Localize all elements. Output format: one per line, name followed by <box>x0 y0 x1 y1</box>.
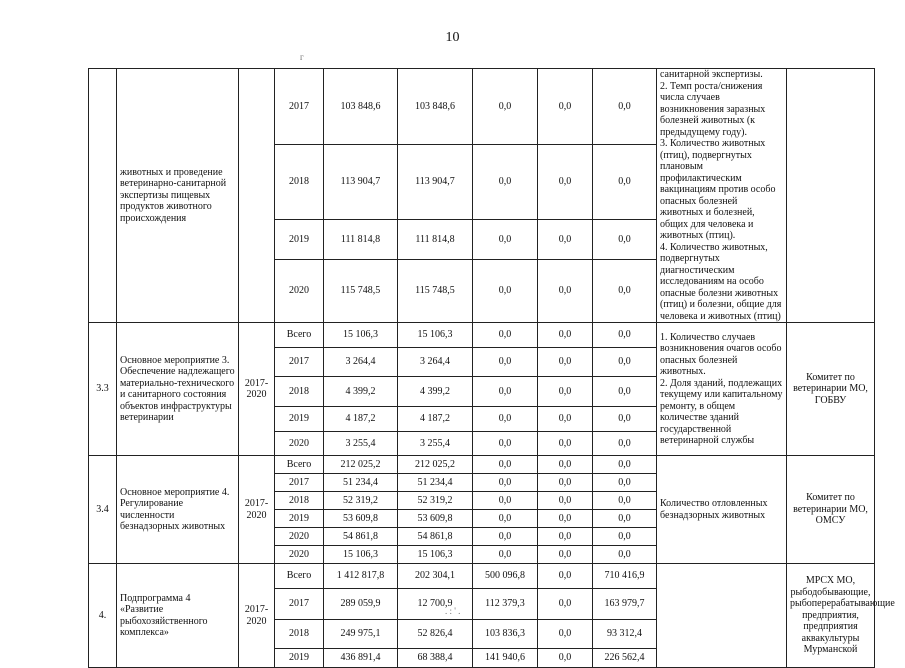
table-row <box>89 456 875 474</box>
measure-name-cell: Основное мероприятие 4. Регулирование численности безнадзорных животных <box>117 456 239 564</box>
period-cell: 2017-2020 <box>239 456 275 564</box>
amount-cell: 15 106,3 <box>398 546 473 564</box>
amount-cell: 0,0 <box>593 145 657 220</box>
total-cell: 1 412 817,8 <box>324 564 398 589</box>
total-cell: 212 025,2 <box>324 456 398 474</box>
year-cell: Всего <box>275 564 324 589</box>
amount-cell: 115 748,5 <box>398 260 473 323</box>
period-cell: 2017-2020 <box>239 564 275 668</box>
amount-cell: 141 940,6 <box>473 649 538 668</box>
amount-cell: 4 187,2 <box>398 407 473 432</box>
table-row <box>89 323 875 348</box>
amount-cell: 0,0 <box>593 407 657 432</box>
measure-name-cell: Основное мероприятие 3. Обеспечение надлежащего материально-технического и санитарного состояния объектов инфраструктуры ветеринарии <box>117 323 239 456</box>
amount-cell: 103 836,3 <box>473 620 538 649</box>
indicators-cell <box>657 564 787 668</box>
amount-cell: 0,0 <box>473 528 538 546</box>
amount-cell: 710 416,9 <box>593 564 657 589</box>
amount-cell: 12 700,9 <box>398 589 473 620</box>
amount-cell: 212 025,2 <box>398 456 473 474</box>
total-cell: 53 609,8 <box>324 510 398 528</box>
amount-cell: 0,0 <box>473 432 538 456</box>
amount-cell: 0,0 <box>593 432 657 456</box>
amount-cell: 53 609,8 <box>398 510 473 528</box>
amount-cell: 0,0 <box>473 510 538 528</box>
measure-name-cell: Подпрограмма 4 «Развитие рыбохозяйственного комплекса» <box>117 564 239 668</box>
year-cell: 2019 <box>275 407 324 432</box>
amount-cell: 0,0 <box>538 377 593 407</box>
amount-cell: 0,0 <box>538 528 593 546</box>
indicators-cell: 1. Количество случаев возникновения очагов особо опасных болезней животных. 2. Доля зданий, подлежащих текущему или капитальному ремонту, в общем количестве зданий государственной ветеринарной службы <box>657 323 787 456</box>
amount-cell: 0,0 <box>538 510 593 528</box>
amount-cell: 111 814,8 <box>398 220 473 260</box>
amount-cell: 0,0 <box>538 564 593 589</box>
budget-table <box>88 68 895 668</box>
year-cell: 2020 <box>275 546 324 564</box>
amount-cell: 0,0 <box>473 492 538 510</box>
amount-cell: 0,0 <box>538 649 593 668</box>
total-cell: 113 904,7 <box>324 145 398 220</box>
amount-cell: 0,0 <box>473 407 538 432</box>
amount-cell: 0,0 <box>593 69 657 145</box>
year-cell: 2019 <box>275 220 324 260</box>
amount-cell: 0,0 <box>538 432 593 456</box>
total-cell: 111 814,8 <box>324 220 398 260</box>
indicators-cell: Количество отловленных безнадзорных животных <box>657 456 787 564</box>
amount-cell: 0,0 <box>593 528 657 546</box>
amount-cell: 68 388,4 <box>398 649 473 668</box>
scan-mark: . : ' . <box>445 606 461 616</box>
amount-cell: 15 106,3 <box>398 323 473 348</box>
measure-name-cell: животных и проведение ветеринарно-санитарной экспертизы пищевых продуктов животного происхождения <box>117 69 239 323</box>
amount-cell: 0,0 <box>593 510 657 528</box>
amount-cell: 500 096,8 <box>473 564 538 589</box>
responsible-cell <box>787 69 875 323</box>
total-cell: 3 264,4 <box>324 348 398 377</box>
period-cell <box>239 69 275 323</box>
amount-cell: 0,0 <box>473 377 538 407</box>
amount-cell: 93 312,4 <box>593 620 657 649</box>
amount-cell: 103 848,6 <box>398 69 473 145</box>
year-cell: 2017 <box>275 348 324 377</box>
year-cell: 2018 <box>275 620 324 649</box>
amount-cell: 0,0 <box>593 546 657 564</box>
page-number: 10 <box>445 30 460 45</box>
year-cell: 2020 <box>275 528 324 546</box>
total-cell: 15 106,3 <box>324 323 398 348</box>
amount-cell: 0,0 <box>593 348 657 377</box>
year-cell: 2018 <box>275 145 324 220</box>
year-cell: 2017 <box>275 474 324 492</box>
amount-cell: 0,0 <box>538 260 593 323</box>
year-cell: 2017 <box>275 69 324 145</box>
year-cell: 2020 <box>275 260 324 323</box>
amount-cell: 3 264,4 <box>398 348 473 377</box>
responsible-cell: Комитет по ветеринарии МО, ОМСУ <box>787 456 875 564</box>
amount-cell: 0,0 <box>593 377 657 407</box>
year-cell: 2019 <box>275 510 324 528</box>
total-cell: 249 975,1 <box>324 620 398 649</box>
scan-mark: г <box>300 52 304 62</box>
year-cell: Всего <box>275 323 324 348</box>
amount-cell: 52 319,2 <box>398 492 473 510</box>
amount-cell: 0,0 <box>538 407 593 432</box>
total-cell: 103 848,6 <box>324 69 398 145</box>
amount-cell: 0,0 <box>538 323 593 348</box>
row-number-cell: 3.4 <box>89 456 117 564</box>
amount-cell: 113 904,7 <box>398 145 473 220</box>
amount-cell: 202 304,1 <box>398 564 473 589</box>
amount-cell: 3 255,4 <box>398 432 473 456</box>
period-cell: 2017-2020 <box>239 323 275 456</box>
amount-cell: 0,0 <box>473 474 538 492</box>
amount-cell: 163 979,7 <box>593 589 657 620</box>
indicators-cell: санитарной экспертизы. 2. Темп роста/снижения числа случаев возникновения заразных болезней животных (к предыдущему году). 3. Количество животных (птиц), подвергнутых плановым профилактическим вакцинациям против особо опасных болезней животных и болезней, общих для человека и животных (птиц). 4. Количество животных, подвергнутых диагностическим исследованиям на особо опасные болезни животных (птиц) и болезни, общие для человека и животных (птиц) <box>657 69 787 323</box>
amount-cell: 0,0 <box>538 474 593 492</box>
amount-cell: 0,0 <box>593 323 657 348</box>
row-number-cell: 4. <box>89 564 117 668</box>
total-cell: 436 891,4 <box>324 649 398 668</box>
amount-cell: 52 826,4 <box>398 620 473 649</box>
table-row <box>89 69 875 145</box>
table-row <box>89 564 875 589</box>
responsible-cell: Комитет по ветеринарии МО, ГОБВУ <box>787 323 875 456</box>
year-cell: 2018 <box>275 492 324 510</box>
row-number-cell: 3.3 <box>89 323 117 456</box>
amount-cell: 51 234,4 <box>398 474 473 492</box>
total-cell: 54 861,8 <box>324 528 398 546</box>
amount-cell: 0,0 <box>473 220 538 260</box>
amount-cell: 0,0 <box>593 260 657 323</box>
amount-cell: 0,0 <box>538 589 593 620</box>
amount-cell: 0,0 <box>538 348 593 377</box>
amount-cell: 0,0 <box>538 492 593 510</box>
year-cell: Всего <box>275 456 324 474</box>
amount-cell: 4 399,2 <box>398 377 473 407</box>
amount-cell: 112 379,3 <box>473 589 538 620</box>
amount-cell: 54 861,8 <box>398 528 473 546</box>
total-cell: 289 059,9 <box>324 589 398 620</box>
year-cell: 2019 <box>275 649 324 668</box>
amount-cell: 0,0 <box>593 474 657 492</box>
row-number-cell <box>89 69 117 323</box>
amount-cell: 0,0 <box>538 145 593 220</box>
amount-cell: 226 562,4 <box>593 649 657 668</box>
amount-cell: 0,0 <box>473 546 538 564</box>
amount-cell: 0,0 <box>593 220 657 260</box>
amount-cell: 0,0 <box>473 145 538 220</box>
table-body <box>89 69 895 668</box>
total-cell: 3 255,4 <box>324 432 398 456</box>
total-cell: 4 399,2 <box>324 377 398 407</box>
amount-cell: 0,0 <box>473 323 538 348</box>
amount-cell: 0,0 <box>593 492 657 510</box>
total-cell: 115 748,5 <box>324 260 398 323</box>
amount-cell: 0,0 <box>593 456 657 474</box>
year-cell: 2017 <box>275 589 324 620</box>
amount-cell: 0,0 <box>538 220 593 260</box>
year-cell: 2018 <box>275 377 324 407</box>
total-cell: 15 106,3 <box>324 546 398 564</box>
amount-cell: 0,0 <box>538 620 593 649</box>
amount-cell: 0,0 <box>473 456 538 474</box>
total-cell: 52 319,2 <box>324 492 398 510</box>
amount-cell: 0,0 <box>538 69 593 145</box>
amount-cell: 0,0 <box>538 456 593 474</box>
total-cell: 51 234,4 <box>324 474 398 492</box>
amount-cell: 0,0 <box>473 69 538 145</box>
amount-cell: 0,0 <box>538 546 593 564</box>
responsible-cell: МРСХ МО, рыбодобывающие, рыбоперерабатывающие предприятия, предприятия аквакультуры Мурманской <box>787 564 875 668</box>
amount-cell: 0,0 <box>473 260 538 323</box>
total-cell: 4 187,2 <box>324 407 398 432</box>
amount-cell: 0,0 <box>473 348 538 377</box>
year-cell: 2020 <box>275 432 324 456</box>
